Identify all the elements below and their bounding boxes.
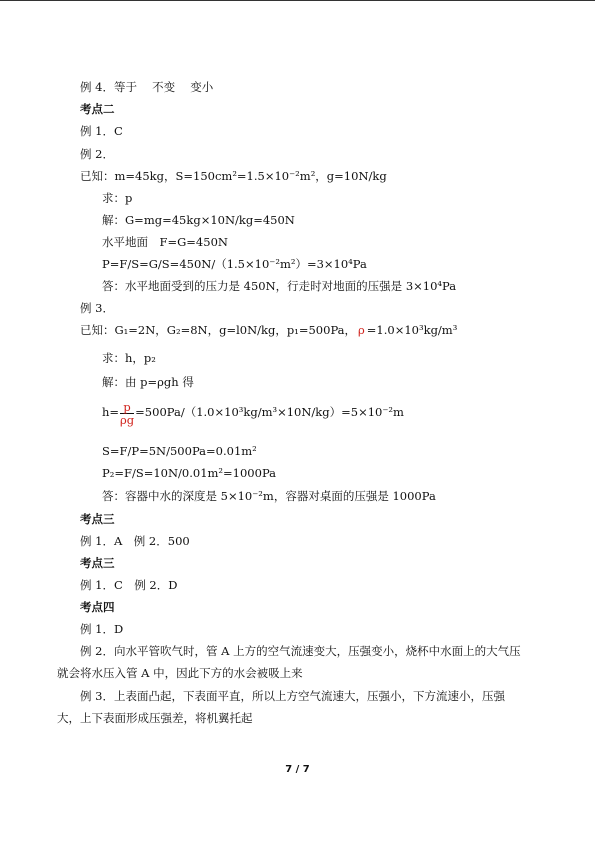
- q3-solution: 解：由 p=ρgh 得: [102, 375, 194, 389]
- fraction-denominator: ρg: [120, 412, 135, 427]
- fraction-numerator: p: [120, 401, 134, 414]
- section-4-example-2-line-2: 就会将水压入管 A 中，因此下方的水会被吸上来: [57, 666, 303, 680]
- section-4-example-1: 例 1．D: [80, 622, 124, 636]
- q2-known: 已知：m=45kg，S=150cm²=1.5×10⁻²m²，g=10N/kg: [80, 169, 387, 183]
- section-3b-examples: 例 1．C 例 2．D: [80, 578, 178, 592]
- q3-area: S=F/P=5N/500Pa=0.01m²: [102, 444, 257, 458]
- q3-answer: 答：容器中水的深度是 5×10⁻²m，容器对桌面的压强是 1000Pa: [102, 489, 436, 503]
- h-lhs: h=: [102, 405, 120, 419]
- example-2-label: 例 2．: [80, 147, 114, 161]
- example-1-answer: 例 1．C: [80, 124, 123, 138]
- q3-find: 求：h，p₂: [102, 351, 156, 365]
- section-heading-2: 考点二: [80, 102, 115, 116]
- q3-known-density: =1.0×10³kg/m³: [366, 323, 458, 337]
- q2-solution: 解：G=mg=45kg×10N/kg=450N: [102, 213, 295, 227]
- p-over-rho-g-fraction: [120, 401, 134, 426]
- section-4-example-3-line-1: 例 3．上表面凸起，下表面平直，所以上方空气流速大，压强小，下方流速小，压强: [80, 689, 505, 703]
- q3-known-text: 已知：G₁=2N，G₂=8N，g=l0N/kg，p₁=500Pa，: [80, 323, 357, 337]
- section-4-example-3-line-2: 大，上下表面形成压强差，将机翼托起: [57, 711, 253, 725]
- q3-known: [80, 323, 457, 337]
- section-heading-4: 考点四: [80, 600, 115, 614]
- section-heading-3a: 考点三: [80, 512, 115, 526]
- q2-horizontal: 水平地面 F=G=450N: [102, 235, 228, 249]
- top-rule: [0, 0, 595, 1]
- example-3-label: 例 3．: [80, 301, 114, 315]
- q3-h-formula: [102, 400, 404, 426]
- q2-pressure: P=F/S=G/S=450N/（1.5×10⁻²m²）=3×10⁴Pa: [102, 257, 367, 271]
- section-3a-examples: 例 1．A 例 2．500: [80, 534, 190, 548]
- section-heading-3b: 考点三: [80, 556, 115, 570]
- page-number: 7 / 7: [285, 764, 310, 775]
- q2-answer: 答：水平地面受到的压力是 450N，行走时对地面的压强是 3×10⁴Pa: [102, 279, 457, 293]
- example-4-answer: 例 4．等于 不变 变小: [80, 80, 214, 94]
- rho-symbol: ρ: [358, 323, 365, 337]
- q2-find: 求：p: [102, 191, 133, 205]
- section-4-example-2-line-1: 例 2．向水平管吹气时，管 A 上方的空气流速变大，压强变小，烧杯中水面上的大气压: [80, 644, 521, 658]
- q3-p2: P₂=F/S=10N/0.01m²=1000Pa: [102, 466, 277, 480]
- h-rhs: =500Pa/（1.0×10³kg/m³×10N/kg）=5×10⁻²m: [135, 405, 404, 419]
